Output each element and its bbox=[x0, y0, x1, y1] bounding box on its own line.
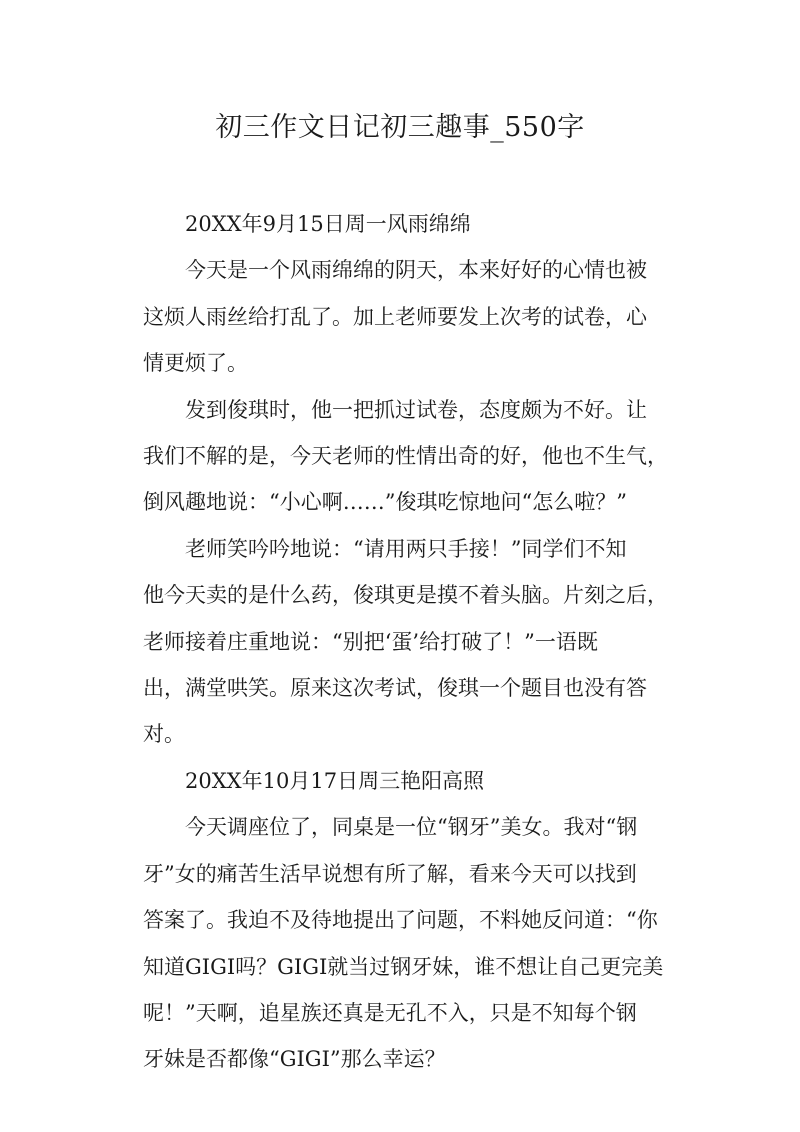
document-title: 初三作文日记初三趣事_550字 bbox=[215, 112, 585, 143]
paragraph-date-2: 20XX年10月17日周三艳阳高照 bbox=[185, 768, 485, 793]
paragraph: 老师笑吟吟地说：“请用两只手接！”同学们不知 他今天卖的是什么药，俊琪更是摸不着头脑。片刻之后， 老师接着庄重地说：“别把‘蛋’给打破了！”一语既 出，满堂哄笑。原来这次考试，俊琪一个题目也没有答 对。 bbox=[143, 536, 668, 747]
paragraph-date-1: 20XX年9月15日周一风雨绵绵 bbox=[185, 212, 471, 236]
document-body bbox=[143, 201, 670, 1083]
paragraph: 今天是一个风雨绵绵的阴天，本来好好的心情也被 这烦人雨丝给打乱了。加上老师要发上次考的试卷，心 情更烦了。 bbox=[143, 258, 647, 376]
paragraph: 今天调座位了，同桌是一位“钢牙”美女。我对“钢 牙”女的痛苦生活早说想有所了解，看来今天可以找到 答案了。我迫不及待地提出了问题，不料她反问道：“你 知道GIGI吗？GIGI就当过钢牙妹，谁不想让自己更完美 呢！”天啊，追星族还真是无孔不入，只是不知每个钢 牙妹是否都像“GIGI”那么幸运？ bbox=[143, 815, 664, 1072]
paragraph: 发到俊琪时，他一把抓过试卷，态度颇为不好。让 我们不解的是，今天老师的性情出奇的好，他也不生气， 倒风趣地说：“小心啊……”俊琪吃惊地问“怎么啦？” bbox=[143, 397, 668, 515]
